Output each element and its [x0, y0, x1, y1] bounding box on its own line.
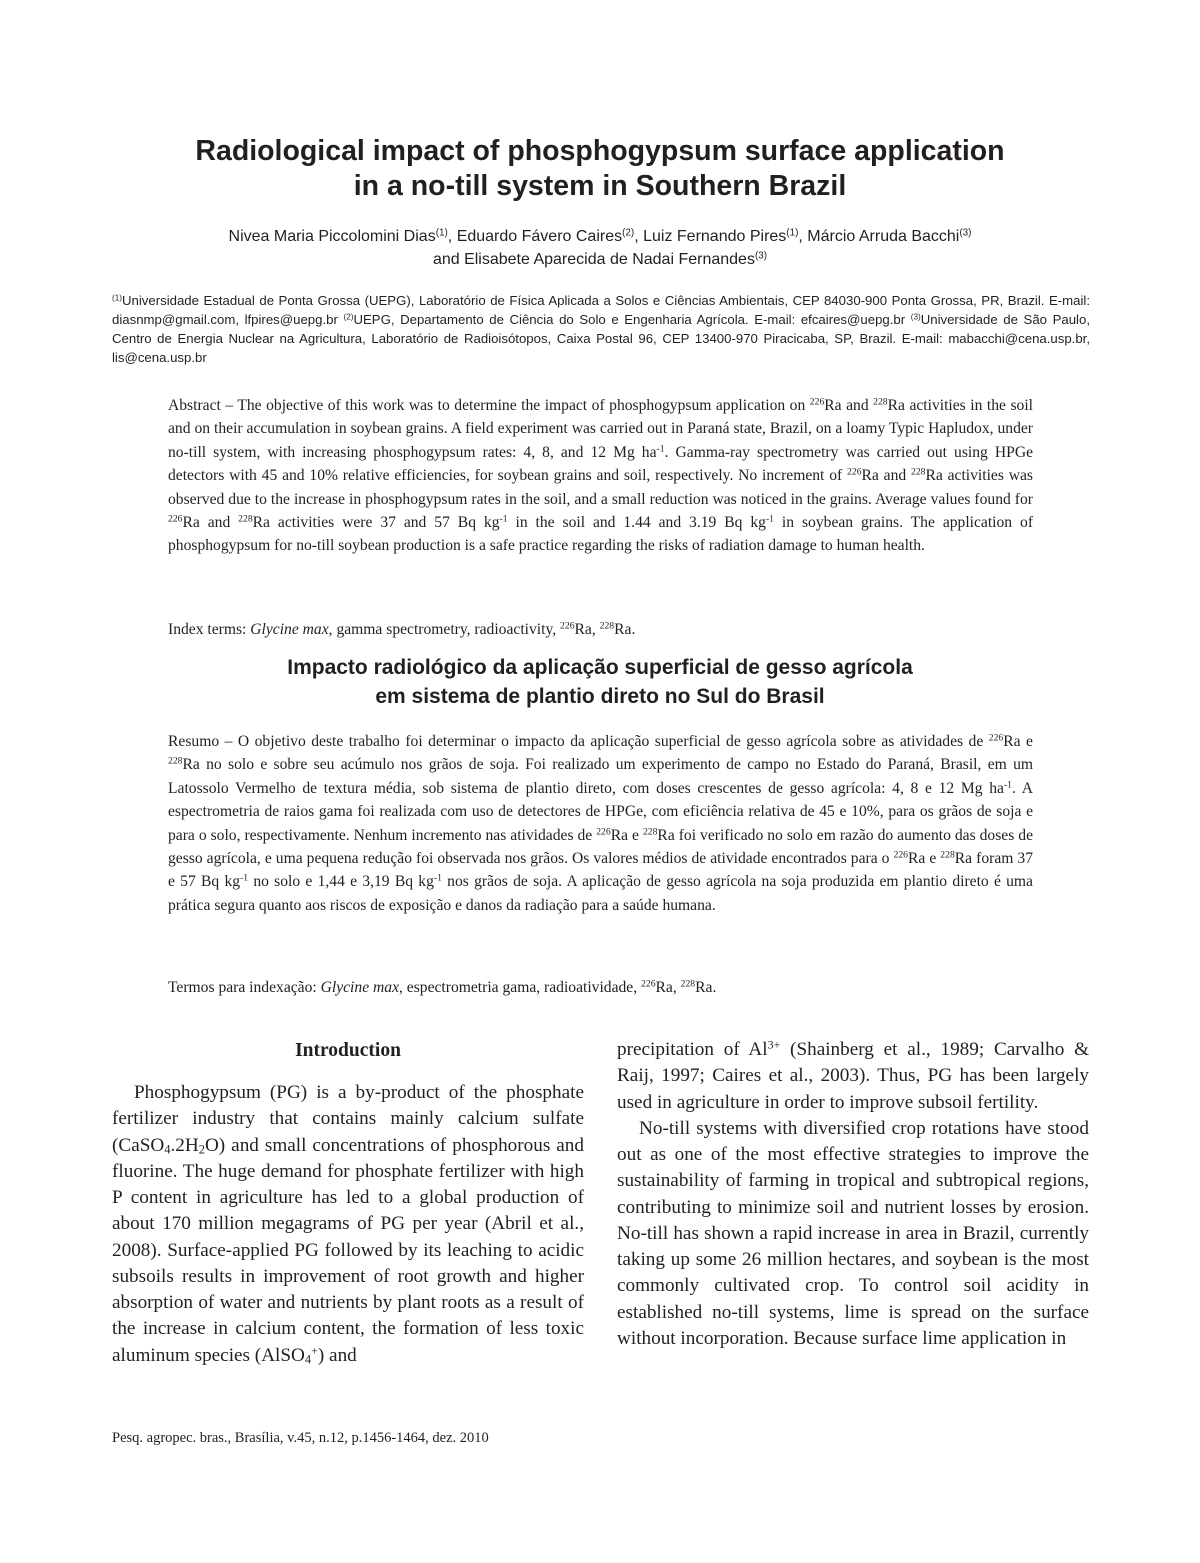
- paragraph-text: (Shainberg et al., 1989; Carvalho & Raij, 1997; Caires et al., 2003). Thus, PG has been largely used in agriculture in order to improve subsoil fertility.: [617, 1039, 1089, 1113]
- isotope-superscript: 226: [596, 826, 611, 838]
- resumo-text: Ra foram 37 e 57 Bq kg: [168, 850, 1033, 891]
- isotope-superscript: 228: [873, 396, 888, 408]
- author-name: , Eduardo Fávero Caires: [447, 228, 623, 245]
- index-terms-text: , gamma spectrometry, radioactivity,: [328, 621, 561, 638]
- author-name: Nivea Maria Piccolomini Dias: [228, 228, 436, 245]
- isotope-superscript: 226: [988, 732, 1004, 744]
- resumo-text: no solo e 1,44 e 3,19 Bq kg: [248, 873, 434, 891]
- charge-superscript: 3+: [767, 1037, 781, 1052]
- affiliation-marker: (3): [959, 227, 972, 239]
- termos-label: Termos para indexação:: [168, 979, 321, 996]
- paper-title: [0, 134, 1200, 204]
- intro-paragraph-1: [112, 1080, 584, 1369]
- index-terms-text: Ra.: [614, 621, 636, 638]
- affiliation-text: Universidade de São Paulo, Centro de Energia Nuclear na Agricultura, Laboratório de Radioisótopos, Caixa Postal 96, CEP 13400-970 Piracicaba, SP, Brazil. E-mail: mabacchi@cena.usp.br, lis@cena.usp.br: [112, 312, 1090, 365]
- termos-text: , espectrometria gama, radioatividade,: [399, 979, 642, 996]
- index-terms-text: Ra,: [574, 621, 600, 638]
- affiliation-marker: (1): [112, 293, 122, 303]
- affiliation-marker: (1): [786, 227, 799, 239]
- abstract-text: Ra activities was observed due to the increase in phosphogypsum rates in the soil, and a small reduction was noticed in the grains. Average values found for: [168, 467, 1033, 508]
- portuguese-title-line-2: em sistema de plantio direto no Sul do Brasil: [375, 684, 825, 708]
- isotope-superscript: 226: [809, 396, 825, 408]
- affiliation-text: UEPG, Departamento de Ciência do Solo e Engenharia Agrícola. E-mail: efcaires@uepg.br: [353, 312, 911, 327]
- journal-footer: Pesq. agropec. bras., Brasília, v.45, n.12, p.1456-1464, dez. 2010: [112, 1430, 489, 1446]
- isotope-superscript: 226: [847, 466, 862, 478]
- termos-text: Ra.: [695, 979, 717, 996]
- resumo-text: Ra e: [907, 850, 941, 868]
- unit-superscript: -1: [765, 513, 775, 525]
- abstract-text: Ra activities were 37 and 57 Bq kg: [252, 514, 500, 532]
- affiliations: [112, 291, 1090, 367]
- unit-superscript: -1: [433, 873, 442, 885]
- termos-indexacao: [168, 976, 1033, 999]
- paragraph-text: precipitation of Al: [617, 1039, 768, 1060]
- affiliation-marker: (3): [910, 312, 921, 322]
- abstract-text: Ra and: [861, 467, 911, 485]
- unit-superscript: -1: [240, 873, 249, 885]
- abstract: [168, 394, 1033, 558]
- resumo-text: . A espectrometria de raios gama foi realizada com uso de detectores de HPGe, com eficiência relativa de 45 e 10%, para os grãos de soja e para o solo, respectivamente. Nenhum incremento nas atividades de: [168, 779, 1033, 844]
- intro-paragraph-2: No-till systems with diversified crop rotations have stood out as one of the most effective strategies to improve the sustainability of farming in tropical and subtropical regions, contributing to minimize soil and nutrient losses by erosion. No-till has shown a rapid increase in area in Brazil, currently taking up some 26 million hectares, and soybean is the most commonly cultivated crop. To control soil acidity in established no-till systems, lime is spread on the surface without incorporation. Because surface lime application in: [617, 1117, 1089, 1349]
- abstract-text: in soybean grains. The application of phosphogypsum for no-till soybean production is a safe practice regarding the risks of radiation damage to human health.: [168, 514, 1034, 555]
- body-column-right: [617, 1037, 1089, 1352]
- affiliation-marker: (2): [622, 227, 635, 239]
- paragraph-text: O) and small concentrations of phosphorous and fluorine. The huge demand for phosphate fertilizer with high P content in agriculture has led to a global production of about 170 million megagrams of PG per year (Abril et al., 2008). Surface-applied PG followed by its leaching to acidic subsoils results in improvement of root growth and higher absorption of water and nutrients by plant roots as a result of the increase in calcium content, the formation of less toxic aluminum species (AlSO: [112, 1134, 584, 1366]
- section-heading-introduction: Introduction: [295, 1040, 401, 1061]
- resumo-text: nos grãos de soja. A aplicação de gesso agrícola na soja produzida em plantio direto é uma prática segura quanto aos riscos de exposição e danos da radiação para a saúde humana.: [168, 873, 1033, 914]
- abstract-text: Ra activities in the soil and on their accumulation in soybean grains. A field experiment was carried out in Paraná state, Brazil, on a loamy Typic Hapludox, under no-till system, with increasing phosphogypsum rates: 4, 8, and 12 Mg ha: [168, 397, 1033, 461]
- isotope-superscript: 228: [680, 978, 696, 990]
- chemical-subscript: 2: [198, 1141, 205, 1156]
- paragraph-text: .2H: [170, 1134, 199, 1156]
- paragraph-text: Phosphogypsum (PG) is a by-product of the phosphate fertilizer industry that contains mainly calcium sulfate (CaSO: [112, 1082, 584, 1156]
- chemical-subscript: 4: [304, 1351, 312, 1366]
- isotope-superscript: 228: [940, 849, 955, 861]
- isotope-superscript: 226: [560, 620, 575, 632]
- unit-superscript: -1: [499, 513, 508, 525]
- affiliation-marker: (1): [435, 227, 448, 239]
- isotope-superscript: 226: [168, 513, 183, 525]
- paragraph-text: ) and: [317, 1344, 357, 1366]
- affiliation-text: Universidade Estadual de Ponta Grossa (UEPG), Laboratório de Física Aplicada a Solos e Ciências Ambientais, CEP 84030-900 Ponta Grossa, PR, Brazil. E-mail: diasnmp@gmail.com, lfpires@uepg.br: [112, 293, 1090, 327]
- isotope-superscript: 226: [893, 849, 908, 861]
- index-terms-label: Index terms:: [168, 621, 251, 638]
- chemical-subscript: 4: [164, 1141, 171, 1156]
- author-line-1: [0, 225, 1200, 248]
- portuguese-title-line-1: Impacto radiológico da aplicação superficial de gesso agrícola: [287, 656, 913, 679]
- abstract-text: Ra and: [182, 514, 239, 532]
- author-line-2: [0, 248, 1200, 271]
- author-list: [0, 225, 1200, 271]
- unit-superscript: -1: [656, 443, 665, 455]
- abstract-text: in the soil and 1.44 and 3.19 Bq kg: [507, 514, 766, 532]
- resumo-text: Ra e: [1003, 733, 1033, 750]
- abstract-text: . Gamma-ray spectrometry was carried out using HPGe detectors with 45 and 10% relative efficiencies, for soybean grains and soil, respectively. No increment of: [168, 443, 1034, 485]
- unit-superscript: -1: [1003, 779, 1013, 791]
- isotope-superscript: 228: [168, 756, 183, 768]
- author-name: and Elisabete Aparecida de Nadai Fernandes: [432, 251, 755, 268]
- isotope-superscript: 226: [641, 978, 656, 990]
- resumo-text: Ra e: [610, 826, 643, 844]
- paper-title-line-1: Radiological impact of phosphogypsum surface application: [195, 135, 1005, 167]
- author-name: , Luiz Fernando Pires: [634, 228, 787, 245]
- isotope-superscript: 228: [642, 826, 658, 838]
- resumo-text: Ra no solo e sobre seu acúmulo nos grãos de soja. Foi realizado um experimento de campo no Estado do Paraná, Brasil, em um Latossolo Vermelho de textura média, sob sistema de plantio direto, com doses crescentes de gesso agrícola: 4, 8 e 12 Mg ha: [168, 756, 1033, 797]
- abstract-text: Abstract – The objective of this work was to determine the impact of phosphogypsum application on: [168, 397, 810, 414]
- resumo-text: Resumo – O objetivo deste trabalho foi determinar o impacto da aplicação superficial de gesso agrícola sobre as atividades de: [168, 733, 989, 750]
- index-terms-italic: Glycine max: [250, 621, 329, 638]
- index-terms: [168, 618, 1033, 641]
- termos-text: Ra,: [655, 979, 681, 996]
- body-column-left: [112, 1037, 584, 1369]
- intro-paragraph-1-continued: [617, 1037, 1089, 1116]
- termos-italic: Glycine max: [320, 979, 399, 996]
- author-name: , Márcio Arruda Bacchi: [798, 228, 960, 245]
- affiliation-marker: (3): [754, 250, 768, 262]
- affiliation-marker: (2): [343, 312, 354, 322]
- resumo-text: Ra foi verificado no solo em razão do aumento das doses de gesso agrícola, e uma pequena redução foi observada nos grãos. Os valores médios de atividade encontrados para o: [168, 826, 1033, 868]
- paper-title-line-2: in a no-till system in Southern Brazil: [353, 170, 847, 202]
- resumo: [168, 730, 1033, 917]
- isotope-superscript: 228: [599, 620, 615, 632]
- isotope-superscript: 228: [911, 466, 926, 478]
- isotope-superscript: 228: [238, 513, 253, 525]
- abstract-text: Ra and: [824, 397, 874, 414]
- charge-superscript: +: [311, 1342, 318, 1357]
- portuguese-title: [0, 654, 1200, 711]
